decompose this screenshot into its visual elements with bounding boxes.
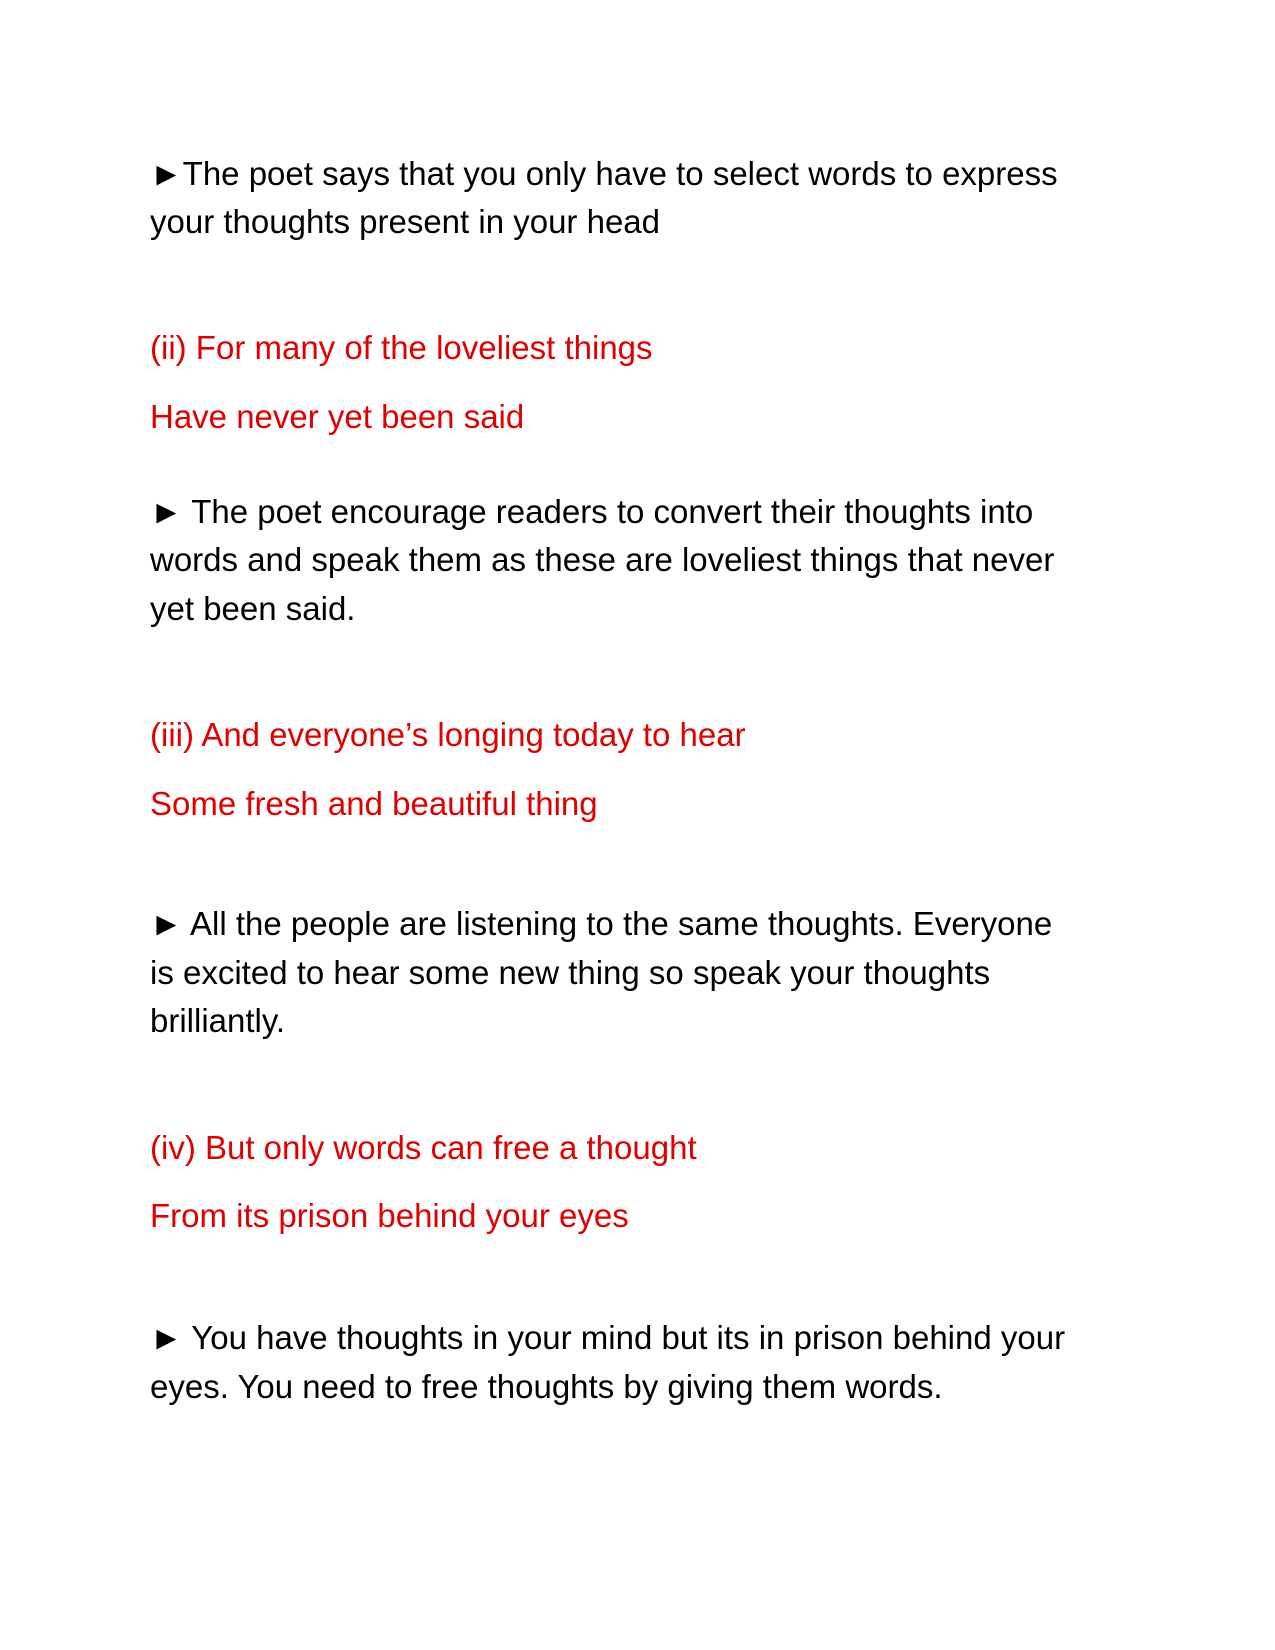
explanation-3-line-3: brilliantly. [150, 1002, 286, 1039]
explanation-1-line-1: ►The poet says that you only have to select words to express [150, 155, 1058, 192]
explanation-4-line-1: ► You have thoughts in your mind but its in prison behind your [150, 1319, 1066, 1356]
quote-ii-line-1: (ii) For many of the loveliest things [150, 329, 653, 366]
explanation-2-line-2: words and speak them as these are loveliest things that never [150, 541, 1055, 578]
quote-iv-line-2: From its prison behind your eyes [150, 1197, 629, 1234]
explanation-2-line-3: yet been said. [150, 590, 356, 627]
explanation-2-line-1: ► The poet encourage readers to convert their thoughts into [150, 493, 1034, 530]
explanation-1-line-2: your thoughts present in your head [150, 203, 661, 240]
quote-iii-line-1: (iii) And everyone’s longing today to hear [150, 716, 746, 753]
quote-iv-line-1: (iv) But only words can free a thought [150, 1129, 697, 1166]
quote-iii-line-2: Some fresh and beautiful thing [150, 785, 598, 822]
explanation-3-line-1: ► All the people are listening to the same thoughts. Everyone [150, 905, 1053, 942]
quote-ii-line-2: Have never yet been said [150, 398, 525, 435]
explanation-3-line-2: is excited to hear some new thing so speak your thoughts [150, 954, 991, 991]
explanation-4-line-2: eyes. You need to free thoughts by giving them words. [150, 1368, 943, 1405]
